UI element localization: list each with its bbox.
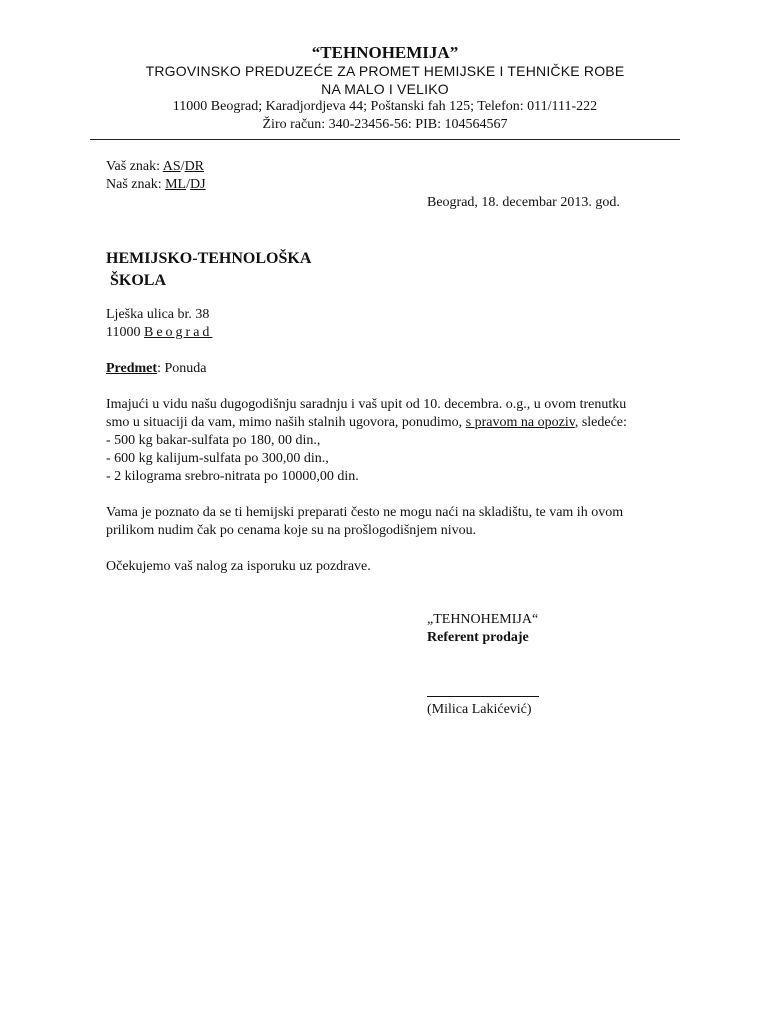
- our-reference: Naš znak: ML/DJ: [106, 177, 206, 192]
- recipient-address: [106, 306, 212, 342]
- company-description: TRGOVINSKO PREDUZEĆE ZA PROMET HEMIJSKE I TEHNIČKE ROBE: [145, 63, 625, 79]
- recipient-city-line: 11000 Beograd: [106, 325, 213, 340]
- signature-company: „TEHNOHEMIJA“: [427, 612, 539, 627]
- closing-line: Očekujemo vaš nalog za isporuku uz pozdrave.: [106, 559, 371, 574]
- signatory-name: (Milica Lakićević): [427, 702, 532, 717]
- company-description-2: NA MALO I VELIKO: [321, 81, 449, 97]
- header-divider: [90, 139, 680, 140]
- signature-block: [427, 611, 538, 647]
- list-item: - 500 kg bakar-sulfata po 180, 00 din.,: [106, 433, 321, 448]
- signature-role: Referent prodaje: [427, 630, 529, 645]
- offer-paragraph: Imajući u vidu našu dugogodišnju saradnju i vaš upit od 10. decembra. o.g., u ovom trenutku smo u situaciji da vam, mimo naših stalnih ugovora, ponudimo, s pravom na opoziv, sledeće: - 500 kg bakar-sulfata po 180, 00 din., - 600 kg kalijum-sulfata po 300,00 din., - 2 kilograma srebro-nitrata po 10000,00 din.: [106, 397, 627, 484]
- company-address: 11000 Beograd; Karadjordjeva 44; Poštanski fah 125; Telefon: 011/111-222: [172, 99, 598, 114]
- signature-line: [427, 682, 539, 703]
- recipient-street: Lješka ulica br. 38: [106, 307, 210, 322]
- letter-date: Beograd, 18. decembar 2013. god.: [427, 195, 620, 210]
- your-reference: Vaš znak: AS/DR: [106, 159, 205, 174]
- list-item: - 600 kg kalijum-sulfata po 300,00 din.,: [106, 451, 329, 466]
- list-item: - 2 kilograma srebro-nitrata po 10000,00 din.: [106, 469, 359, 484]
- letterhead: [90, 44, 680, 134]
- reference-codes: [106, 158, 206, 194]
- second-paragraph: Vama je poznato da se ti hemijski preparati često ne mogu naći na skladištu, te vam ih ovom prilikom nudim čak po cenama koje su na prošlogodišnjem nivou.: [106, 505, 624, 538]
- company-name: “TEHNOHEMIJA”: [311, 43, 459, 62]
- subject-line: Predmet: Ponuda: [106, 361, 207, 376]
- recipient-name: HEMIJSKO-TEHNOLOŠKA ŠKOLA: [106, 250, 312, 289]
- company-account: Žiro račun: 340-23456-56: PIB: 104564567: [262, 117, 508, 132]
